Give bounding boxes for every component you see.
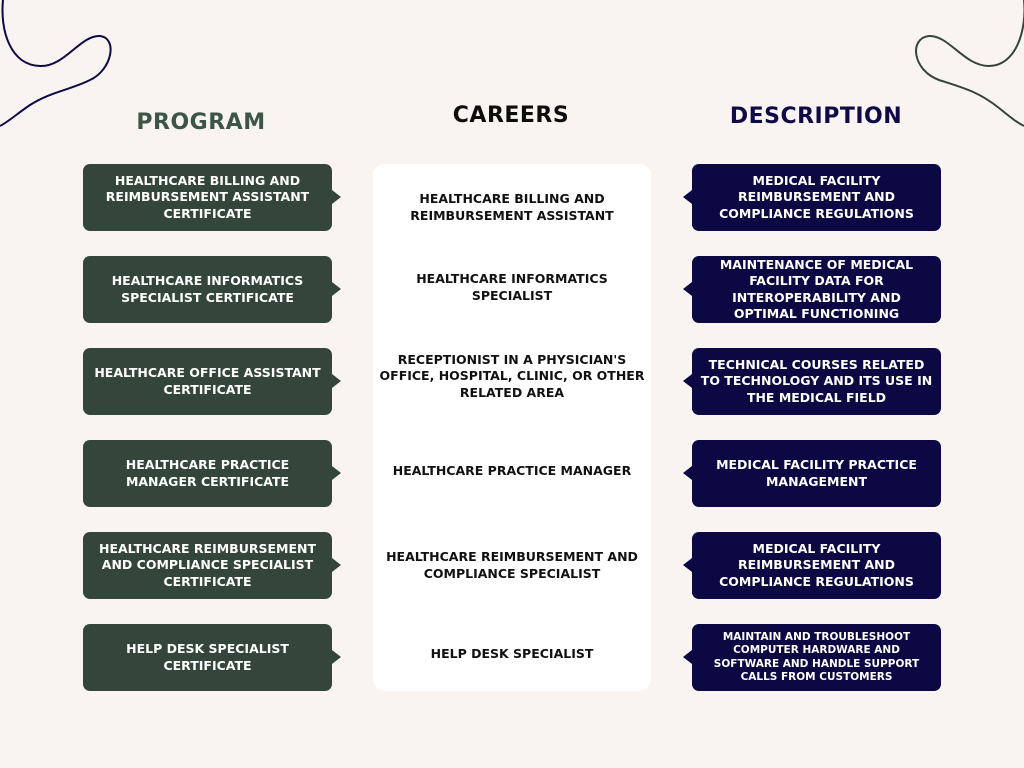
arrow-left-icon [683,650,692,664]
arrow-left-icon [683,374,692,388]
career-item: HEALTHCARE BILLING AND REIMBURSEMENT ASSISTANT [410,191,614,223]
description-box: MAINTAIN AND TROUBLESHOOT COMPUTER HARDWARE AND SOFTWARE AND HANDLE SUPPORT CALLS FROM CUSTOMERS [692,624,941,691]
arrow-left-icon [683,282,692,296]
program-heading: PROGRAM [136,110,266,135]
careers-panel [373,164,651,691]
arrow-right-icon [332,650,341,664]
arrow-right-icon [332,282,341,296]
career-item: HELP DESK SPECIALIST [430,646,594,662]
program-box: HEALTHCARE BILLING AND REIMBURSEMENT ASSISTANT CERTIFICATE [83,164,332,231]
careers-heading: CAREERS [452,103,570,128]
program-box: HEALTHCARE REIMBURSEMENT AND COMPLIANCE SPECIALIST CERTIFICATE [83,532,332,599]
arrow-right-icon [332,190,341,204]
description-heading: DESCRIPTION [729,104,903,129]
career-item: HEALTHCARE PRACTICE MANAGER [392,463,632,479]
description-box: MEDICAL FACILITY PRACTICE MANAGEMENT [692,440,941,507]
description-box: TECHNICAL COURSES RELATED TO TECHNOLOGY AND ITS USE IN THE MEDICAL FIELD [692,348,941,415]
arrow-left-icon [683,190,692,204]
program-box: HEALTHCARE INFORMATICS SPECIALIST CERTIFICATE [83,256,332,323]
arrow-left-icon [683,558,692,572]
arrow-right-icon [332,558,341,572]
arrow-right-icon [332,374,341,388]
arrow-left-icon [683,466,692,480]
career-item: HEALTHCARE INFORMATICS SPECIALIST [416,271,608,303]
description-box: MAINTENANCE OF MEDICAL FACILITY DATA FOR INTEROPERABILITY AND OPTIMAL FUNCTIONING [692,256,941,323]
career-item: RECEPTIONIST IN A PHYSICIAN'S OFFICE, HOSPITAL, CLINIC, OR OTHER RELATED AREA [379,351,645,400]
arrow-right-icon [332,466,341,480]
program-box: HELP DESK SPECIALIST CERTIFICATE [83,624,332,691]
program-box: HEALTHCARE PRACTICE MANAGER CERTIFICATE [83,440,332,507]
career-item: HEALTHCARE REIMBURSEMENT AND COMPLIANCE SPECIALIST [386,549,638,581]
description-box: MEDICAL FACILITY REIMBURSEMENT AND COMPLIANCE REGULATIONS [692,164,941,231]
description-box: MEDICAL FACILITY REIMBURSEMENT AND COMPLIANCE REGULATIONS [692,532,941,599]
program-box: HEALTHCARE OFFICE ASSISTANT CERTIFICATE [83,348,332,415]
